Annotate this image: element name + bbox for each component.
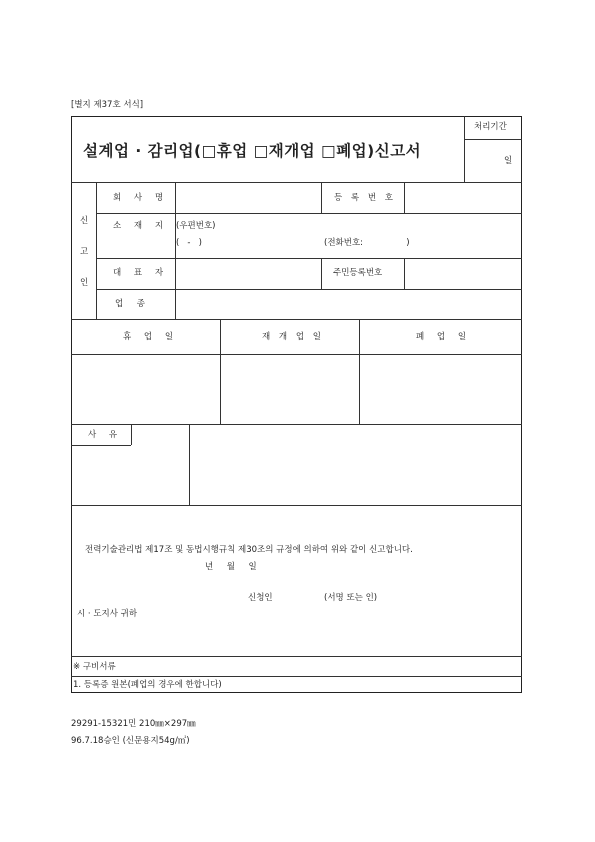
applicant-label: 신청인 <box>248 593 273 603</box>
divider <box>359 319 360 424</box>
attachments-header: ※ 구비서류 <box>73 662 116 672</box>
divider <box>189 424 190 505</box>
declaration-date: 년 월 일 <box>205 562 257 572</box>
divider <box>321 258 322 289</box>
business-type-label: 업 종 <box>115 299 145 309</box>
signature-label: (서명 또는 인) <box>324 593 378 603</box>
divider <box>96 258 522 259</box>
divider <box>96 213 522 214</box>
divider <box>220 319 221 424</box>
divider <box>321 182 322 213</box>
postal-code-field: ( - ) <box>176 238 202 248</box>
form-reference: [별지 제37호 서식] <box>71 100 144 110</box>
divider <box>71 319 522 320</box>
address-label: 소 재 지 <box>113 221 169 231</box>
registration-number-label: 등 록 번 호 <box>334 193 396 203</box>
divider <box>71 182 522 183</box>
reason-label: 사 유 <box>88 430 123 440</box>
reporter-label-char: 인 <box>80 278 89 288</box>
divider <box>71 424 522 425</box>
divider <box>404 182 405 213</box>
divider <box>404 258 405 289</box>
divider <box>464 139 522 140</box>
resumption-date-label: 재 개 업 일 <box>262 332 324 342</box>
divider <box>71 354 522 355</box>
divider <box>96 289 522 290</box>
addressee-label: 시 · 도지사 귀하 <box>77 609 138 619</box>
form-print-info: 29291-15321민 210㎜×297㎜ <box>71 719 196 729</box>
closure-date-label: 폐 업 일 <box>416 332 472 342</box>
representative-label: 대 표 자 <box>113 268 169 278</box>
form-approval-info: 96.7.18승인 (신문용지54g/㎡) <box>71 736 190 746</box>
form-title: 설계업 · 감리업(□휴업 □재개업 □폐업)신고서 <box>83 142 422 160</box>
attachment-item: 1. 등록증 원본(폐업의 경우에 한합니다) <box>73 680 222 690</box>
company-name-label: 회 사 명 <box>113 193 169 203</box>
divider <box>71 676 522 677</box>
reporter-label-char: 신 <box>80 216 89 226</box>
divider <box>71 505 522 506</box>
divider <box>131 424 132 445</box>
processing-period-label: 처리기간 <box>474 122 507 132</box>
divider <box>175 182 176 319</box>
divider <box>71 445 131 446</box>
postal-code-label: (우편번호) <box>176 221 216 231</box>
declaration-text: 전력기술관리법 제17조 및 동법시행규칙 제30조의 규정에 의하여 위와 같이 신고합니다. <box>85 545 413 555</box>
resident-number-label: 주민등록번호 <box>333 268 383 278</box>
processing-period-value: 일 <box>504 156 513 166</box>
divider <box>71 656 522 657</box>
divider <box>96 182 97 319</box>
reporter-label-char: 고 <box>80 247 89 257</box>
divider <box>464 116 465 182</box>
phone-number-label: (전화번호: ) <box>324 238 410 248</box>
suspension-date-label: 휴 업 일 <box>123 332 179 342</box>
